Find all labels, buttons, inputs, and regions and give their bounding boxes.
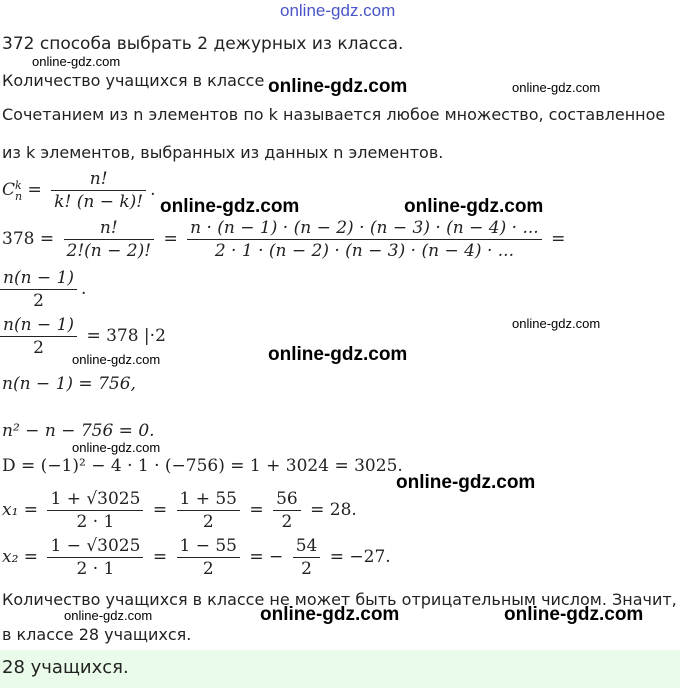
x1-fraction-3 <box>273 488 301 533</box>
x2-fraction-2 <box>177 535 241 580</box>
x1-lhs: x₁ = <box>2 500 39 520</box>
comb-fraction <box>51 168 146 213</box>
eq1-fraction-1 <box>64 217 155 262</box>
equation-756: n(n − 1) = 756, <box>2 374 136 394</box>
eq2-den: 2 <box>33 338 44 358</box>
conclusion-line-2: в классе 28 учащихся. <box>2 625 192 644</box>
x1-f3-den: 2 <box>281 512 293 532</box>
x2-f1-den: 2 · 1 <box>76 559 115 579</box>
eq2-rhs: = 378 |·2 <box>86 326 166 346</box>
watermark: online-gdz.com <box>404 196 544 217</box>
eq1-f2-num: n · (n − 1) · (n − 2) · (n − 3) · (n − 4) · ... <box>187 217 542 240</box>
eq1-f3-den: 2 <box>33 291 44 311</box>
watermark: online-gdz.com <box>396 472 536 493</box>
x2-f3-num: 54 <box>293 535 321 558</box>
eq1-f3-num: n(n − 1) <box>0 267 77 290</box>
problem-title: 372 способа выбрать 2 дежурных из класса. <box>2 34 404 54</box>
watermark: online-gdz.com <box>260 604 400 625</box>
answer-box <box>0 650 680 688</box>
definition-line-2: из k элементов, выбранных из данных n элементов. <box>2 143 444 162</box>
x2-f2-den: 2 <box>202 559 214 579</box>
x2-fraction-3 <box>293 535 321 580</box>
x1-f3-num: 56 <box>273 488 301 511</box>
definition-line-1: Сочетанием из n элементов по k называется любое множество, составленное <box>2 105 666 124</box>
x1-fraction-1 <box>47 488 143 533</box>
eq1-f2-den: 2 · 1 · (n − 2) · (n − 3) · (n − 4) · ... <box>214 241 514 261</box>
comb-sup: k <box>15 178 22 192</box>
root-x1: x₁ = $\frac{1 + √3025}{2 \cdot 1}$ = $\frac{1 + 55}{2}$ = $\frac{56}{2}$ = 28. <box>2 489 357 532</box>
eq1-lhs: 378 = <box>2 229 55 249</box>
watermark: online-gdz.com <box>160 196 300 217</box>
x2-rhs: = −27. <box>329 547 391 567</box>
x1-rhs: = 28. <box>310 500 357 520</box>
eq2-fraction <box>0 314 77 359</box>
comb-sub: n <box>15 189 23 203</box>
eq1-fraction-3 <box>0 267 77 312</box>
root-x2: x₂ = $\frac{1 - √3025}{2 \cdot 1}$ = $\frac{1 - 55}{2}$ = − $\frac{54}{2}$ = −27. <box>2 536 391 579</box>
answer-text: 28 учащихся. <box>2 657 129 678</box>
watermark: online-gdz.com <box>268 344 408 365</box>
comb-symbol: C <box>2 180 16 200</box>
x1-f1-den: 2 · 1 <box>76 512 115 532</box>
x2-fraction-1 <box>47 535 143 580</box>
eq1-f1-den: 2!(n − 2)! <box>66 241 152 261</box>
x2-f2-num: 1 − 55 <box>177 535 241 558</box>
watermark: online-gdz.com <box>512 80 601 95</box>
x1-f2-num: 1 + 55 <box>177 488 241 511</box>
watermark: online-gdz.com <box>72 440 161 455</box>
comb-den: k! (n − k)! <box>54 192 144 212</box>
watermark: online-gdz.com <box>504 604 644 625</box>
discriminant: D = (−1)² − 4 · 1 · (−756) = 1 + 3024 = 3025. <box>2 456 403 476</box>
comb-num: n! <box>51 168 146 191</box>
x2-f1-num: 1 − √3025 <box>47 535 143 558</box>
watermark: online-gdz.com <box>512 316 601 331</box>
watermark: online-gdz.com <box>64 608 153 623</box>
x1-f2-den: 2 <box>202 512 214 532</box>
watermark: online-gdz.com <box>72 352 161 367</box>
eq2-num: n(n − 1) <box>0 314 77 337</box>
x1-f1-num: 1 + √3025 <box>47 488 143 511</box>
eq1-fraction-2 <box>187 217 542 262</box>
count-label: Количество учащихся в классе <box>2 71 265 90</box>
watermark: online-gdz.com <box>268 76 408 97</box>
conclusion-line-1: Количество учащихся в классе не может быть отрицательным числом. Значит, <box>2 590 677 609</box>
x1-fraction-2 <box>177 488 241 533</box>
equation-378-cont: $\frac{n(n - 1)}{2}$ . <box>0 267 86 312</box>
site-header-link[interactable]: online-gdz.com <box>280 1 396 20</box>
x2-lhs: x₂ = <box>2 547 39 567</box>
x2-f3-den: 2 <box>301 559 312 579</box>
combination-formula: C k n = $\frac{n!}{k! (n - k)!}$ . <box>2 169 156 212</box>
quadratic-equation: n² − n − 756 = 0. <box>2 421 155 441</box>
eq1-f1-num: n! <box>64 217 155 240</box>
watermark: online-gdz.com <box>32 54 121 69</box>
equation-378: 378 = $\frac{n!}{2!(n - 2)!}$ = $\frac{n \cdot (n - 1) \cdot (n - 2) \cdot (n - 3) \cdot (n - 4) \cdot ...}{2 \cdot 1 \cdot (n - 2) \cdot (n - 3) \cdot (n - 4) \cdot ...}$ = <box>2 218 566 261</box>
